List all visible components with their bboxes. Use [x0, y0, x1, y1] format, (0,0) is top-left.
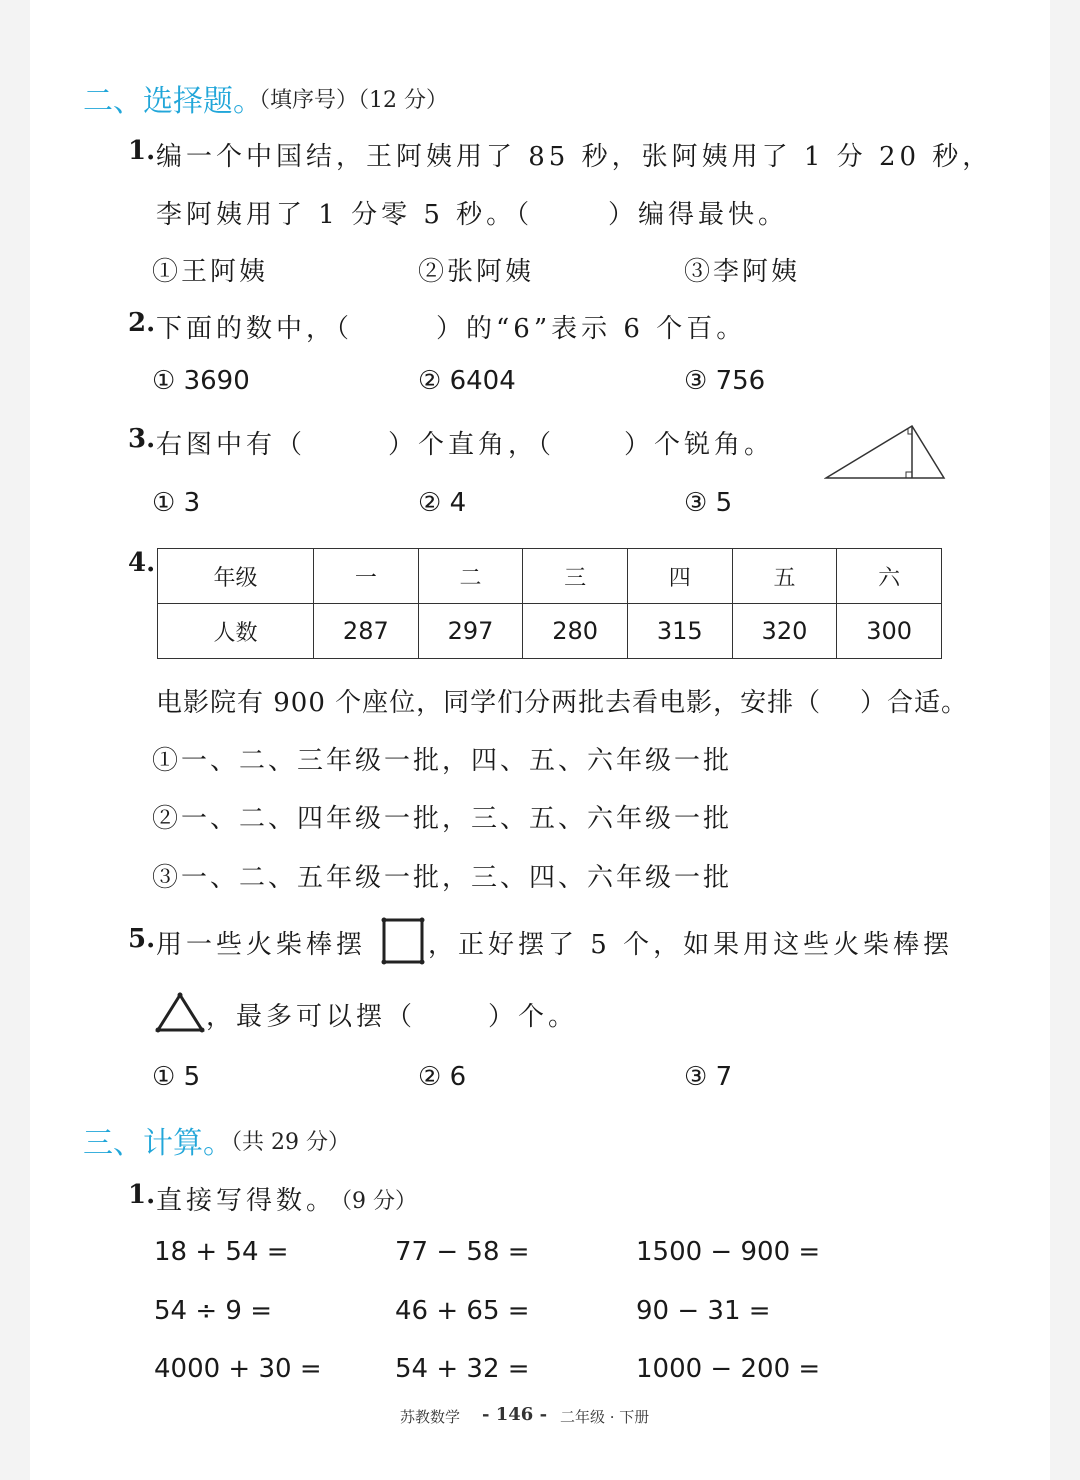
q5-option-3: ③ 7	[684, 1062, 733, 1092]
table-cell: 287	[314, 604, 419, 659]
section2-title: 二、选择题。	[83, 84, 263, 119]
table-cell: 五	[732, 549, 837, 604]
calc-item: 1000 − 200 =	[636, 1354, 821, 1384]
q3-option-3: ③ 5	[684, 488, 733, 518]
table-cell: 300	[837, 604, 942, 659]
table-cell: 四	[627, 549, 732, 604]
calc-item: 90 − 31 =	[636, 1296, 771, 1326]
q1-option-1: ①王阿姨	[152, 257, 269, 287]
q4-text-a: 电影院有 900 个座位，同学们分两批去看电影，安排（	[156, 688, 822, 718]
q1-number: 1.	[128, 136, 156, 166]
calc-item: 54 + 32 =	[395, 1354, 530, 1384]
grade-count-table	[157, 548, 942, 659]
q1-option-2: ②张阿姨	[418, 257, 535, 287]
q5-option-1: ① 5	[152, 1062, 201, 1092]
table-header-row	[158, 549, 942, 604]
table-row	[158, 604, 942, 659]
table-cell: 三	[523, 549, 628, 604]
q2-option-3: ③ 756	[684, 366, 766, 396]
calc1-note: （9 分）	[330, 1189, 417, 1214]
q2-option-1: ① 3690	[152, 366, 250, 396]
calc1-number: 1.	[128, 1180, 156, 1210]
matchstick-triangle-icon	[154, 990, 206, 1034]
footer-page-number: - 146 -	[482, 1404, 548, 1425]
q1-line2a: 李阿姨用了 1 分零 5 秒。（	[156, 200, 534, 230]
section3-title: 三、计算。	[83, 1126, 233, 1161]
table-cell: 280	[523, 604, 628, 659]
q5-text-c: ，最多可以摆（	[206, 1002, 417, 1032]
q5-number: 5.	[128, 924, 156, 954]
q5-text-d: ）个。	[488, 1002, 579, 1032]
q4-option-3: ③一、二、五年级一批，三、四、六年级一批	[152, 863, 733, 893]
calc-item: 1500 − 900 =	[636, 1237, 821, 1267]
matchstick-square-icon	[380, 916, 426, 966]
calc-item: 54 ÷ 9 =	[154, 1296, 272, 1326]
q3-text-a: 右图中有（	[156, 430, 307, 460]
q2-text-a: 下面的数中，（	[156, 314, 354, 344]
q1-line1: 编一个中国结，王阿姨用了 85 秒，张阿姨用了 1 分 20 秒，	[156, 142, 993, 172]
q3-option-1: ① 3	[152, 488, 201, 518]
section3-note: （共 29 分）	[220, 1130, 350, 1155]
footer-grade: 二年级 · 下册	[560, 1408, 650, 1426]
table-cell: 年级	[158, 549, 314, 604]
table-cell: 320	[732, 604, 837, 659]
calc-item: 46 + 65 =	[395, 1296, 530, 1326]
table-cell: 人数	[158, 604, 314, 659]
q1-line2b: ）编得最快。	[608, 200, 789, 230]
q4-text-b: ）合适。	[860, 688, 969, 718]
table-cell: 六	[837, 549, 942, 604]
calc-item: 77 − 58 =	[395, 1237, 530, 1267]
q3-text-b: ）个直角，（	[388, 430, 556, 460]
q2-number: 2.	[128, 308, 156, 338]
q1-option-3: ③李阿姨	[684, 257, 801, 287]
q4-number: 4.	[128, 548, 156, 578]
q4-option-2: ②一、二、四年级一批，三、五、六年级一批	[152, 804, 733, 834]
table-cell: 297	[418, 604, 523, 659]
calc-item: 18 + 54 =	[154, 1237, 289, 1267]
footer-book: 苏教数学	[400, 1408, 461, 1426]
q5-text-b: ，正好摆了 5 个，如果用这些火柴棒摆	[428, 930, 954, 960]
table-cell: 一	[314, 549, 419, 604]
calc1-title: 直接写得数。	[156, 1186, 337, 1216]
q5-option-2: ② 6	[418, 1062, 467, 1092]
q3-option-2: ② 4	[418, 488, 467, 518]
calc-item: 4000 + 30 =	[154, 1354, 322, 1384]
q5-text-a: 用一些火柴棒摆	[156, 930, 367, 960]
triangle-figure-icon	[824, 420, 948, 482]
q2-text-b: ）的“6”表示 6 个百。	[436, 314, 747, 344]
section2-note: （填序号）（12 分）	[248, 88, 448, 113]
q3-text-c: ）个锐角。	[624, 430, 775, 460]
q3-number: 3.	[128, 424, 156, 454]
table-cell: 二	[418, 549, 523, 604]
worksheet-page	[30, 0, 1050, 1480]
q4-option-1: ①一、二、三年级一批，四、五、六年级一批	[152, 746, 733, 776]
q2-option-2: ② 6404	[418, 366, 516, 396]
table-cell: 315	[627, 604, 732, 659]
